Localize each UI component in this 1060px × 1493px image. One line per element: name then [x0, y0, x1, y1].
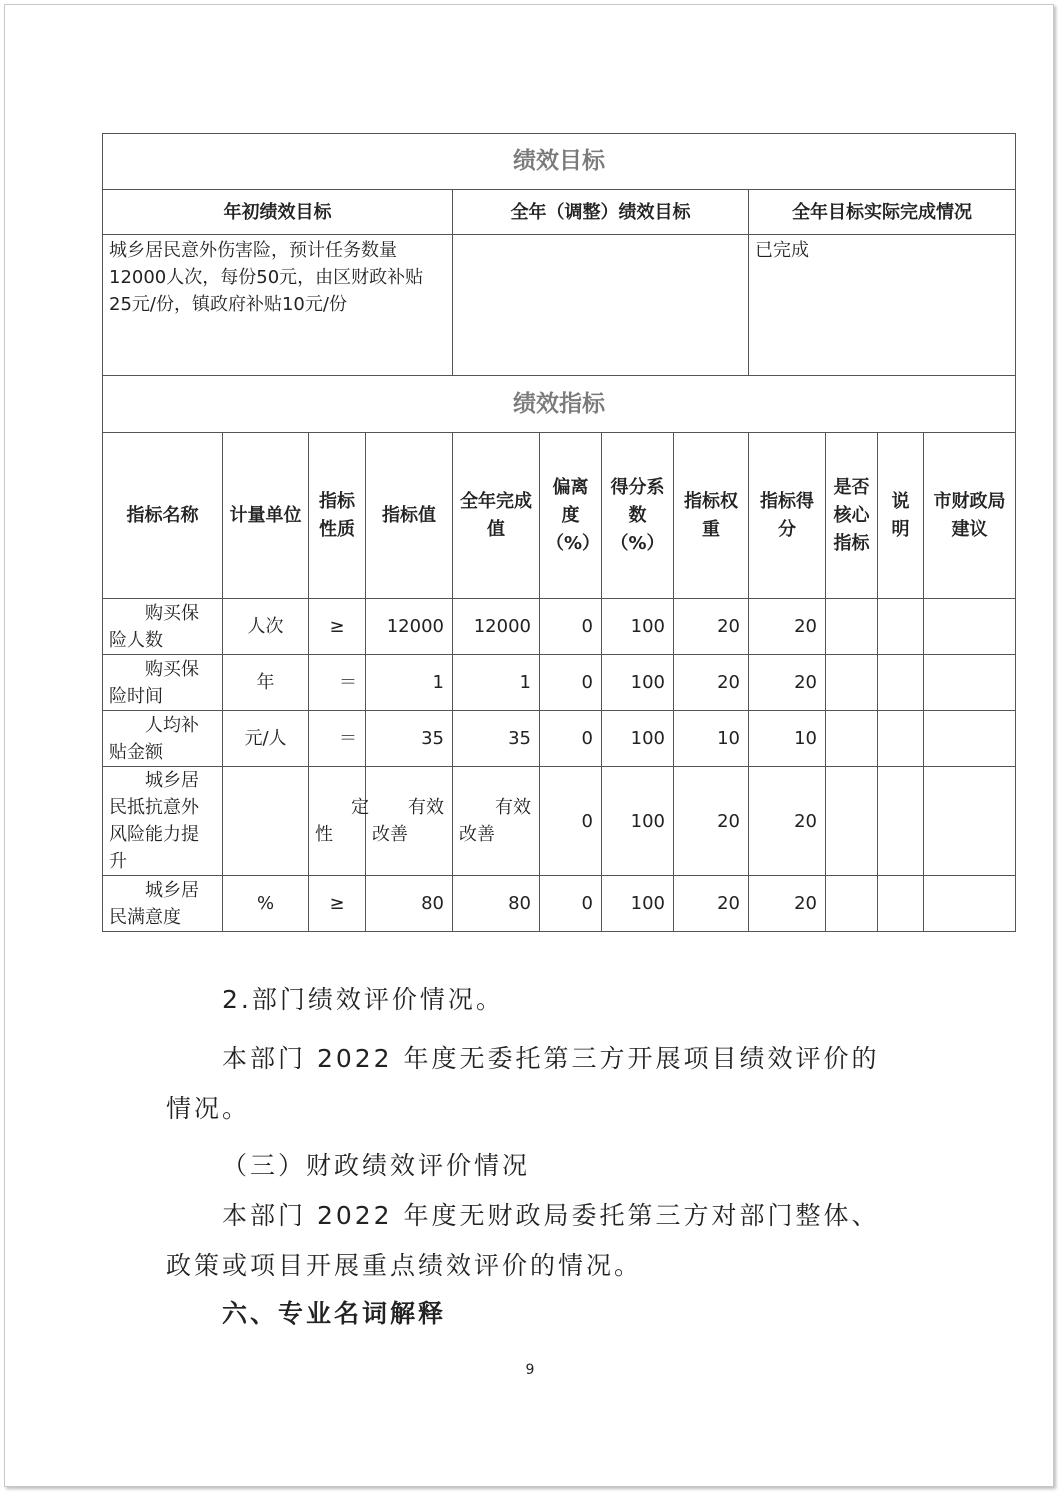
indicator-weight: 10: [674, 711, 749, 767]
col-header-weight: 指标权重: [674, 433, 749, 599]
page-number: 9: [525, 1362, 535, 1378]
indicator-value: 12000: [366, 599, 453, 655]
indicator-unit: [223, 767, 309, 876]
indicator-name: 购买保险时间: [103, 655, 223, 711]
indicator-note: [878, 711, 924, 767]
col-header-note: 说明: [878, 433, 924, 599]
indicator-coef: 100: [602, 767, 674, 876]
indicator-coef: 100: [602, 711, 674, 767]
goals-title: 绩效目标: [103, 134, 1016, 190]
indicator-completed: 35: [453, 711, 540, 767]
performance-table: [102, 133, 1016, 932]
indicator-name: 购买保险人数: [103, 599, 223, 655]
indicator-note: [878, 655, 924, 711]
indicator-core: [826, 655, 878, 711]
indicator-score: 20: [749, 655, 826, 711]
indicator-completed: 12000: [453, 599, 540, 655]
indicator-unit: 人次: [223, 599, 309, 655]
indicator-note: [878, 599, 924, 655]
indicator-nature: ＝: [309, 655, 366, 711]
col-header-nature: 指标性质: [309, 433, 366, 599]
goals-header-adjusted: 全年（调整）绩效目标: [453, 190, 749, 235]
paragraph-finance-evaluation-body: 本部门 2022 年度无财政局委托第三方对部门整体、政策或项目开展重点绩效评价的情况。: [166, 1201, 880, 1280]
indicator-value: 1: [366, 655, 453, 711]
indicator-value: 80: [366, 876, 453, 932]
indicator-deviation: 0: [540, 767, 602, 876]
indicator-nature: ≥: [309, 599, 366, 655]
col-header-coef: 得分系数（%）: [602, 433, 674, 599]
indicator-unit: 元/人: [223, 711, 309, 767]
paragraph-department-evaluation-heading: 2.部门绩效评价情况。: [222, 985, 504, 1014]
col-header-completed: 全年完成值: [453, 433, 540, 599]
table-row: [103, 876, 1016, 932]
indicator-score: 10: [749, 711, 826, 767]
indicator-nature: ＝: [309, 711, 366, 767]
indicator-nature: 定性: [309, 767, 366, 876]
indicator-name: 城乡居民抵抗意外风险能力提升: [103, 767, 223, 876]
col-header-score: 指标得分: [749, 433, 826, 599]
indicator-weight: 20: [674, 876, 749, 932]
goal-adjusted: [453, 235, 749, 376]
table-row: [103, 655, 1016, 711]
indicator-advice: [924, 711, 1016, 767]
indicator-coef: 100: [602, 876, 674, 932]
paragraph-department-evaluation-body: 本部门 2022 年度无委托第三方开展项目绩效评价的情况。: [166, 1044, 880, 1123]
indicator-coef: 100: [602, 599, 674, 655]
indicator-value: 有效改善: [366, 767, 453, 876]
indicator-deviation: 0: [540, 876, 602, 932]
indicators-title: 绩效指标: [103, 376, 1016, 433]
indicator-score: 20: [749, 599, 826, 655]
table-row: [103, 599, 1016, 655]
indicator-advice: [924, 599, 1016, 655]
indicator-deviation: 0: [540, 711, 602, 767]
indicator-nature: ≥: [309, 876, 366, 932]
paragraph-finance-evaluation-heading: （三）财政绩效评价情况: [222, 1151, 531, 1180]
indicator-score: 20: [749, 876, 826, 932]
indicator-name: 人均补贴金额: [103, 711, 223, 767]
indicator-note: [878, 767, 924, 876]
indicator-advice: [924, 876, 1016, 932]
indicator-note: [878, 876, 924, 932]
indicator-weight: 20: [674, 767, 749, 876]
indicator-completed: 有效改善: [453, 767, 540, 876]
indicator-advice: [924, 767, 1016, 876]
table-row: [103, 711, 1016, 767]
indicator-weight: 20: [674, 599, 749, 655]
indicator-unit: %: [223, 876, 309, 932]
indicator-advice: [924, 655, 1016, 711]
col-header-advice: 市财政局建议: [924, 433, 1016, 599]
indicator-unit: 年: [223, 655, 309, 711]
indicator-value: 35: [366, 711, 453, 767]
goals-header-initial: 年初绩效目标: [103, 190, 453, 235]
indicator-name: 城乡居民满意度: [103, 876, 223, 932]
indicator-deviation: 0: [540, 655, 602, 711]
section-heading-terms: 六、专业名词解释: [222, 1299, 447, 1328]
col-header-name: 指标名称: [103, 433, 223, 599]
col-header-value: 指标值: [366, 433, 453, 599]
indicator-deviation: 0: [540, 599, 602, 655]
indicator-core: [826, 599, 878, 655]
col-header-deviation: 偏离度（%）: [540, 433, 602, 599]
indicator-core: [826, 711, 878, 767]
indicator-completed: 80: [453, 876, 540, 932]
indicator-score: 20: [749, 767, 826, 876]
goals-header-actual: 全年目标实际完成情况: [749, 190, 1016, 235]
indicator-completed: 1: [453, 655, 540, 711]
indicator-coef: 100: [602, 655, 674, 711]
indicator-weight: 20: [674, 655, 749, 711]
indicator-core: [826, 767, 878, 876]
goal-initial: 城乡居民意外伤害险，预计任务数量12000人次，每份50元，由区财政补贴25元/份，镇政府补贴10元/份: [103, 235, 453, 376]
indicator-core: [826, 876, 878, 932]
table-row: [103, 767, 1016, 876]
col-header-core: 是否核心指标: [826, 433, 878, 599]
goal-actual: 已完成: [749, 235, 1016, 376]
col-header-unit: 计量单位: [223, 433, 309, 599]
